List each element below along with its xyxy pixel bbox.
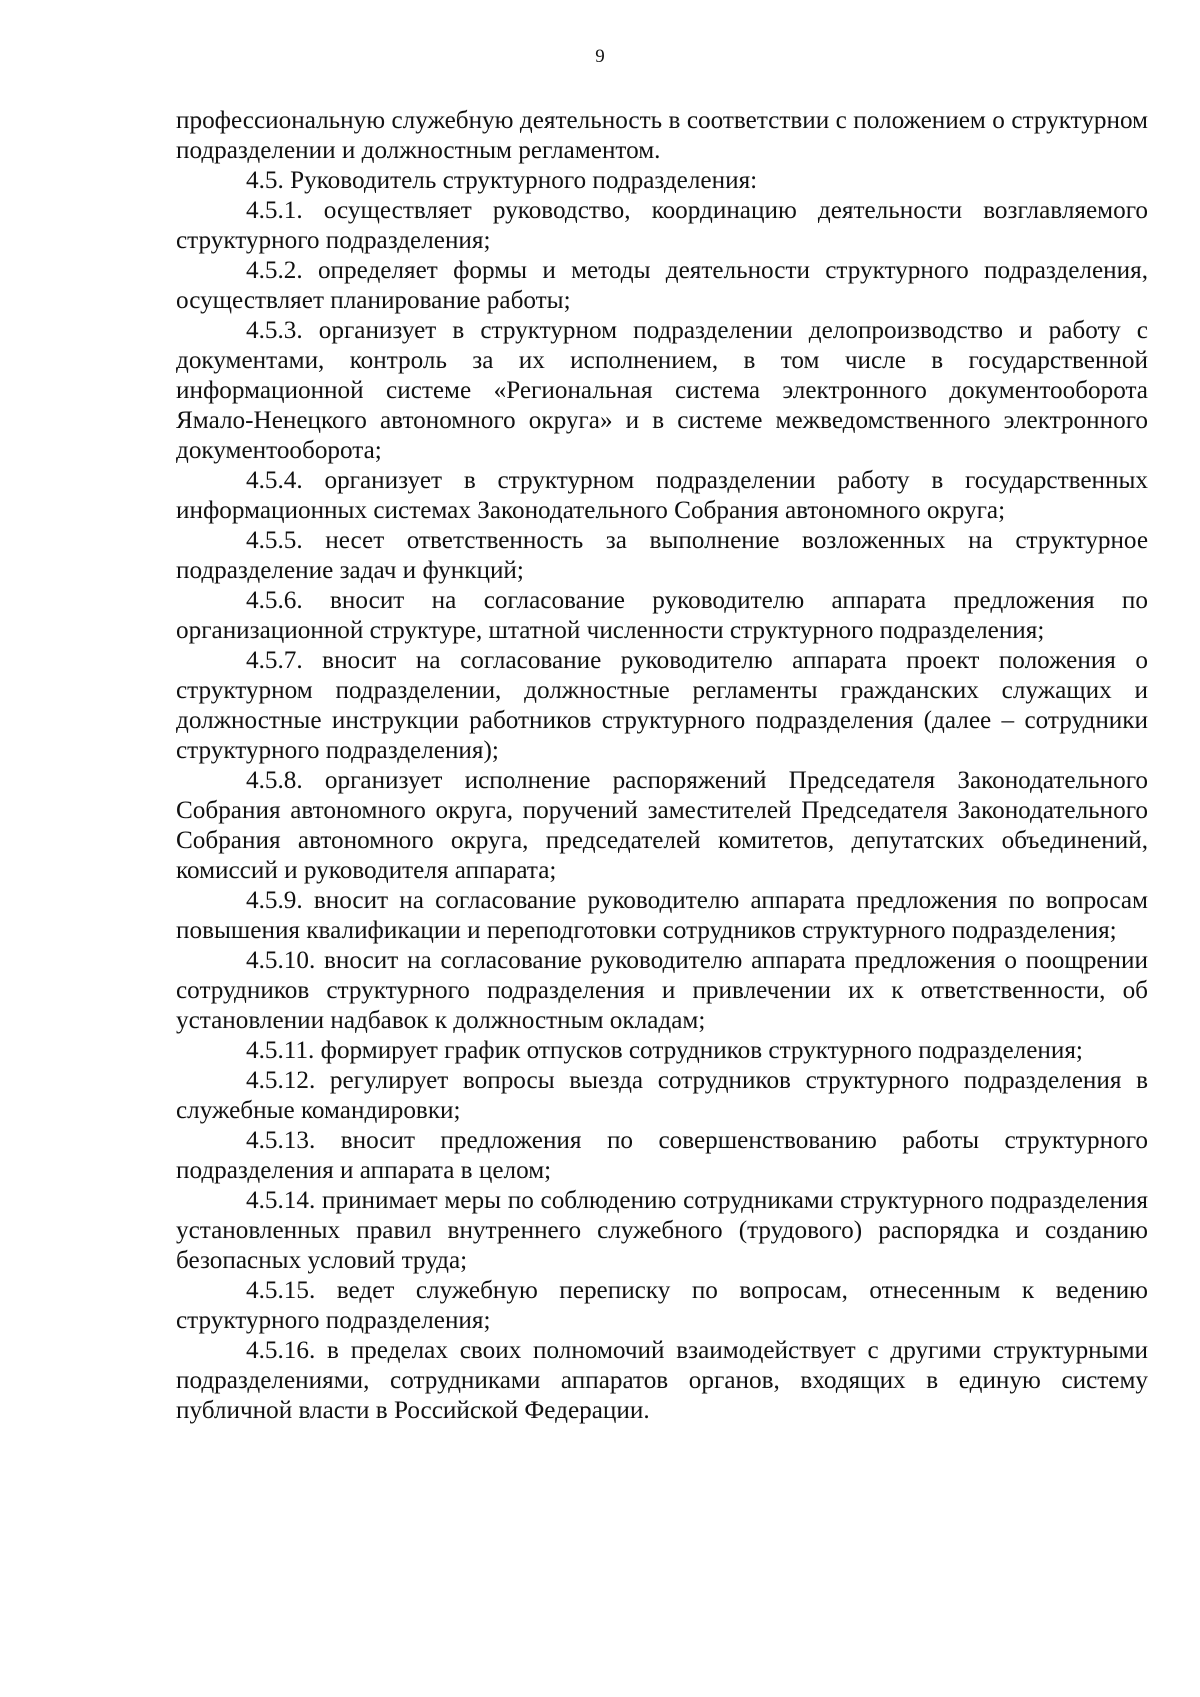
paragraph-4-5-4: 4.5.4. организует в структурном подразделении работу в государственных информационных системах Законодательного Собрания автономного округа; xyxy=(176,467,1148,524)
paragraph-4-5: 4.5. Руководитель структурного подразделения: xyxy=(246,167,758,194)
paragraph-4-5-10: 4.5.10. вносит на согласование руководителю аппарата предложения о поощрении сотрудников структурного подразделения и привлечении их к ответственности, об установлении надбавок к должностным окладам; xyxy=(176,947,1148,1034)
paragraph-4-5-13: 4.5.13. вносит предложения по совершенствованию работы структурного подразделения и аппарата в целом; xyxy=(176,1127,1148,1184)
paragraph-4-5-8: 4.5.8. организует исполнение распоряжений Председателя Законодательного Собрания автономного округа, поручений заместителей Председателя Законодательного Собрания автономного округа, председателей комитетов, депутатских объединений, комиссий и руководителя аппарата; xyxy=(176,767,1148,884)
paragraph-4-5-12: 4.5.12. регулирует вопросы выезда сотрудников структурного подразделения в служебные командировки; xyxy=(176,1067,1148,1124)
paragraph-4-5-14: 4.5.14. принимает меры по соблюдению сотрудниками структурного подразделения установленных правил внутреннего служебного (трудового) распорядка и созданию безопасных условий труда; xyxy=(176,1187,1148,1274)
paragraph-4-5-16: 4.5.16. в пределах своих полномочий взаимодействует с другими структурными подразделениями, сотрудниками аппаратов органов, входящих в единую систему публичной власти в Российской Федерации. xyxy=(176,1337,1148,1424)
paragraph-4-5-15: 4.5.15. ведет служебную переписку по вопросам, отнесенным к ведению структурного подразделения; xyxy=(176,1277,1148,1334)
paragraph-4-5-2: 4.5.2. определяет формы и методы деятельности структурного подразделения, осуществляет планирование работы; xyxy=(176,257,1148,314)
paragraph-4-5-11: 4.5.11. формирует график отпусков сотрудников структурного подразделения; xyxy=(246,1037,1083,1064)
paragraph-4-5-1: 4.5.1. осуществляет руководство, координацию деятельности возглавляемого структурного подразделения; xyxy=(176,197,1148,254)
paragraph-4-5-5: 4.5.5. несет ответственность за выполнение возложенных на структурное подразделение задач и функций; xyxy=(176,527,1148,584)
paragraph-4-5-3: 4.5.3. организует в структурном подразделении делопроизводство и работу с документами, контроль за их исполнением, в том числе в государственной информационной системе «Региональная система электронного документооборота Ямало-Ненецкого автономного округа» и в системе межведомственного электронного документооборота; xyxy=(176,317,1148,464)
paragraph-4-5-6: 4.5.6. вносит на согласование руководителю аппарата предложения по организационной структуре, штатной численности структурного подразделения; xyxy=(176,587,1148,644)
page-number: 9 xyxy=(595,46,605,67)
paragraph-4-5-9: 4.5.9. вносит на согласование руководителю аппарата предложения по вопросам повышения квалификации и переподготовки сотрудников структурного подразделения; xyxy=(176,887,1148,944)
document-body xyxy=(176,106,1148,1426)
paragraph-4-5-7: 4.5.7. вносит на согласование руководителю аппарата проект положения о структурном подразделении, должностные регламенты гражданских служащих и должностные инструкции работников структурного подразделения (далее – сотрудники структурного подразделения); xyxy=(176,647,1148,764)
paragraph-continuation: профессиональную служебную деятельность в соответствии с положением о структурном подразделении и должностным регламентом. xyxy=(176,107,1148,164)
